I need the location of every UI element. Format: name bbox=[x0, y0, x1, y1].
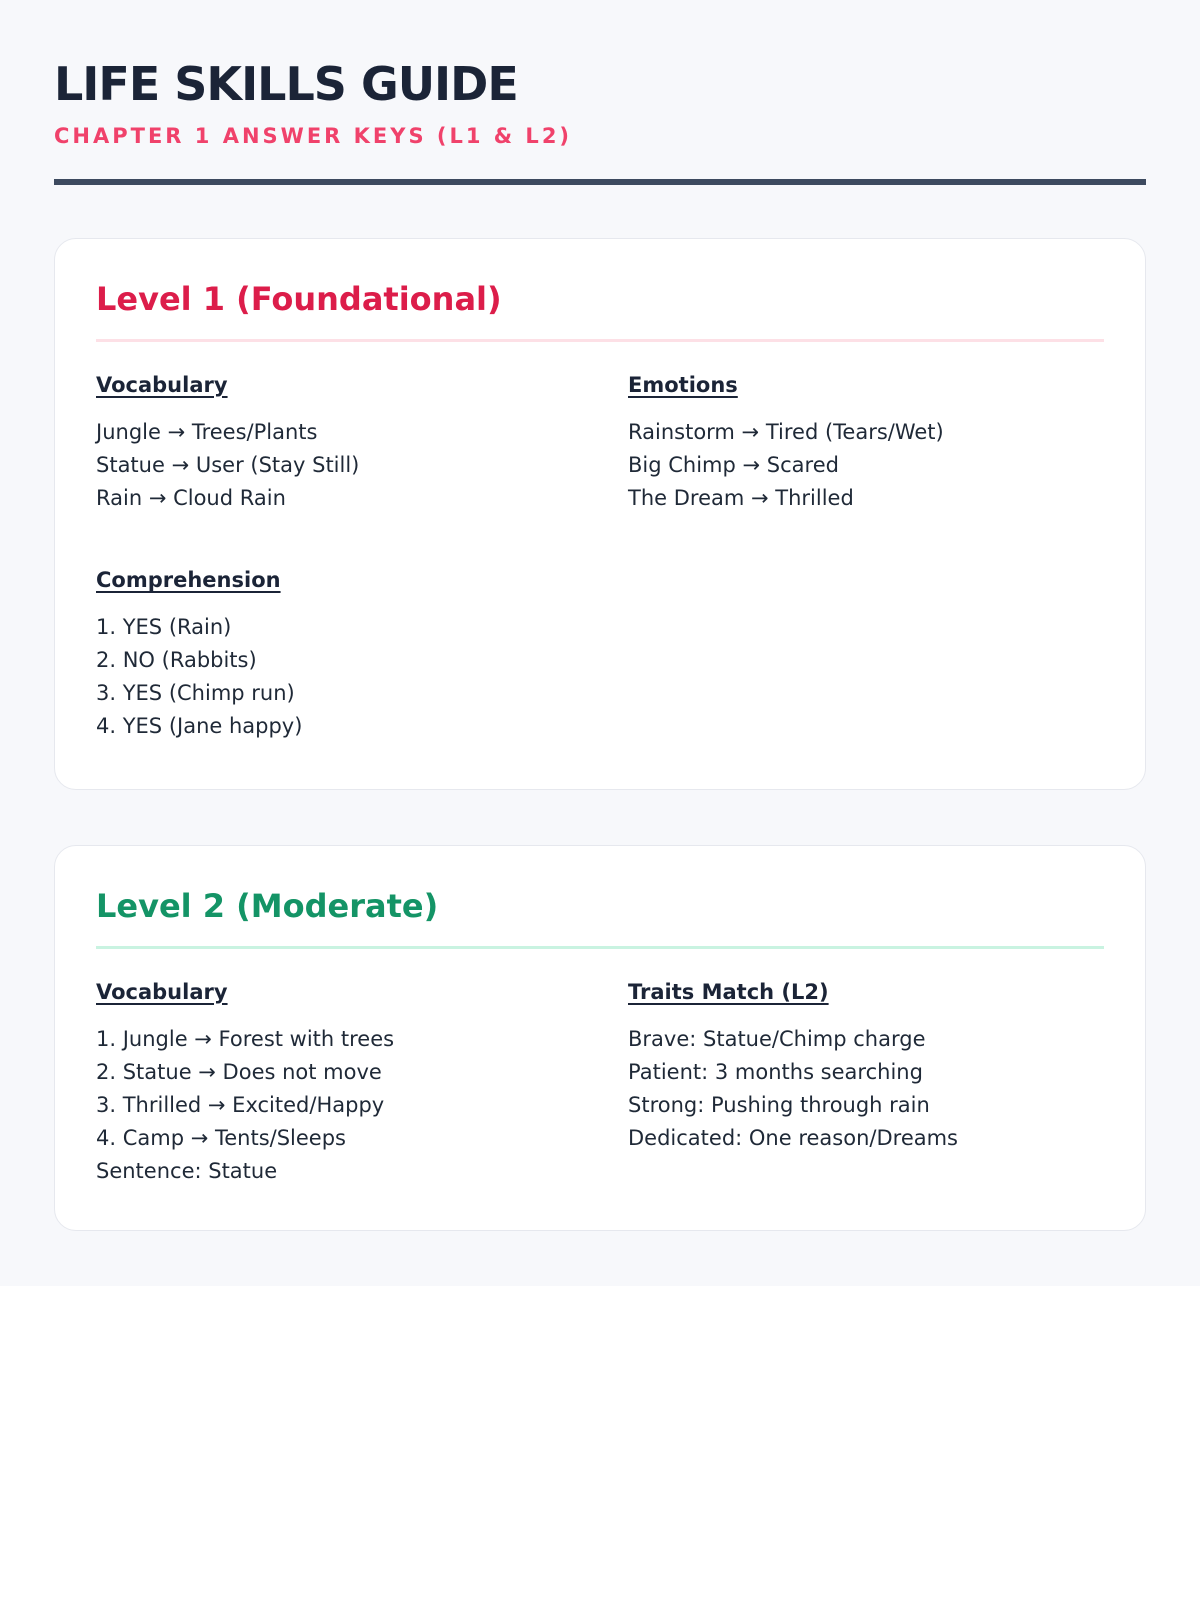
list-item: Rainstorm → Tired (Tears/Wet) bbox=[628, 420, 944, 444]
level2-traits-heading: Traits Match (L2) bbox=[628, 980, 829, 1004]
level2-card bbox=[54, 845, 1146, 1231]
list-item: 2. Statue → Does not move bbox=[96, 1060, 382, 1084]
list-item: The Dream → Thrilled bbox=[628, 486, 854, 510]
level2-vocabulary-section bbox=[96, 979, 628, 1188]
level1-emotions-list bbox=[628, 416, 1104, 515]
level2-divider bbox=[96, 946, 1104, 949]
level2-vocabulary-list bbox=[96, 1023, 628, 1188]
list-item: Patient: 3 months searching bbox=[628, 1060, 923, 1084]
level2-traits-list bbox=[628, 1023, 1104, 1155]
level2-grid bbox=[96, 979, 1104, 1188]
list-item: Sentence: Statue bbox=[96, 1159, 278, 1183]
level1-comprehension-section bbox=[96, 567, 1104, 743]
list-item: Strong: Pushing through rain bbox=[628, 1093, 930, 1117]
level2-vocabulary-heading: Vocabulary bbox=[96, 980, 228, 1004]
page-subtitle: CHAPTER 1 ANSWER KEYS (L1 & L2) bbox=[54, 124, 573, 148]
level2-traits-section bbox=[628, 979, 1104, 1188]
list-item: 3. YES (Chimp run) bbox=[96, 681, 295, 705]
list-item: Statue → User (Stay Still) bbox=[96, 453, 360, 477]
level1-vocabulary-list bbox=[96, 416, 628, 515]
list-item: 1. Jungle → Forest with trees bbox=[96, 1027, 395, 1051]
list-item: Rain → Cloud Rain bbox=[96, 486, 286, 510]
header-divider bbox=[54, 179, 1146, 185]
list-item: 3. Thrilled → Excited/Happy bbox=[96, 1093, 385, 1117]
page-title: LIFE SKILLS GUIDE bbox=[54, 57, 518, 111]
list-item: 4. Camp → Tents/Sleeps bbox=[96, 1126, 346, 1150]
level1-vocabulary-heading: Vocabulary bbox=[96, 373, 228, 397]
list-item: Jungle → Trees/Plants bbox=[96, 420, 318, 444]
level1-comprehension-heading: Comprehension bbox=[96, 568, 281, 592]
list-item: 4. YES (Jane happy) bbox=[96, 714, 303, 738]
list-item: 1. YES (Rain) bbox=[96, 615, 232, 639]
level1-title: Level 1 (Foundational) bbox=[96, 280, 502, 318]
level1-comprehension-list bbox=[96, 611, 1104, 743]
list-item: Dedicated: One reason/Dreams bbox=[628, 1126, 959, 1150]
level1-card bbox=[54, 238, 1146, 790]
list-item: 2. NO (Rabbits) bbox=[96, 648, 257, 672]
level1-emotions-heading: Emotions bbox=[628, 373, 738, 397]
list-item: Brave: Statue/Chimp charge bbox=[628, 1027, 926, 1051]
list-item: Big Chimp → Scared bbox=[628, 453, 839, 477]
level2-title: Level 2 (Moderate) bbox=[96, 887, 439, 925]
level1-emotions-section bbox=[628, 372, 1104, 515]
level1-divider bbox=[96, 339, 1104, 342]
level1-grid bbox=[96, 372, 1104, 515]
level1-vocabulary-section bbox=[96, 372, 628, 515]
